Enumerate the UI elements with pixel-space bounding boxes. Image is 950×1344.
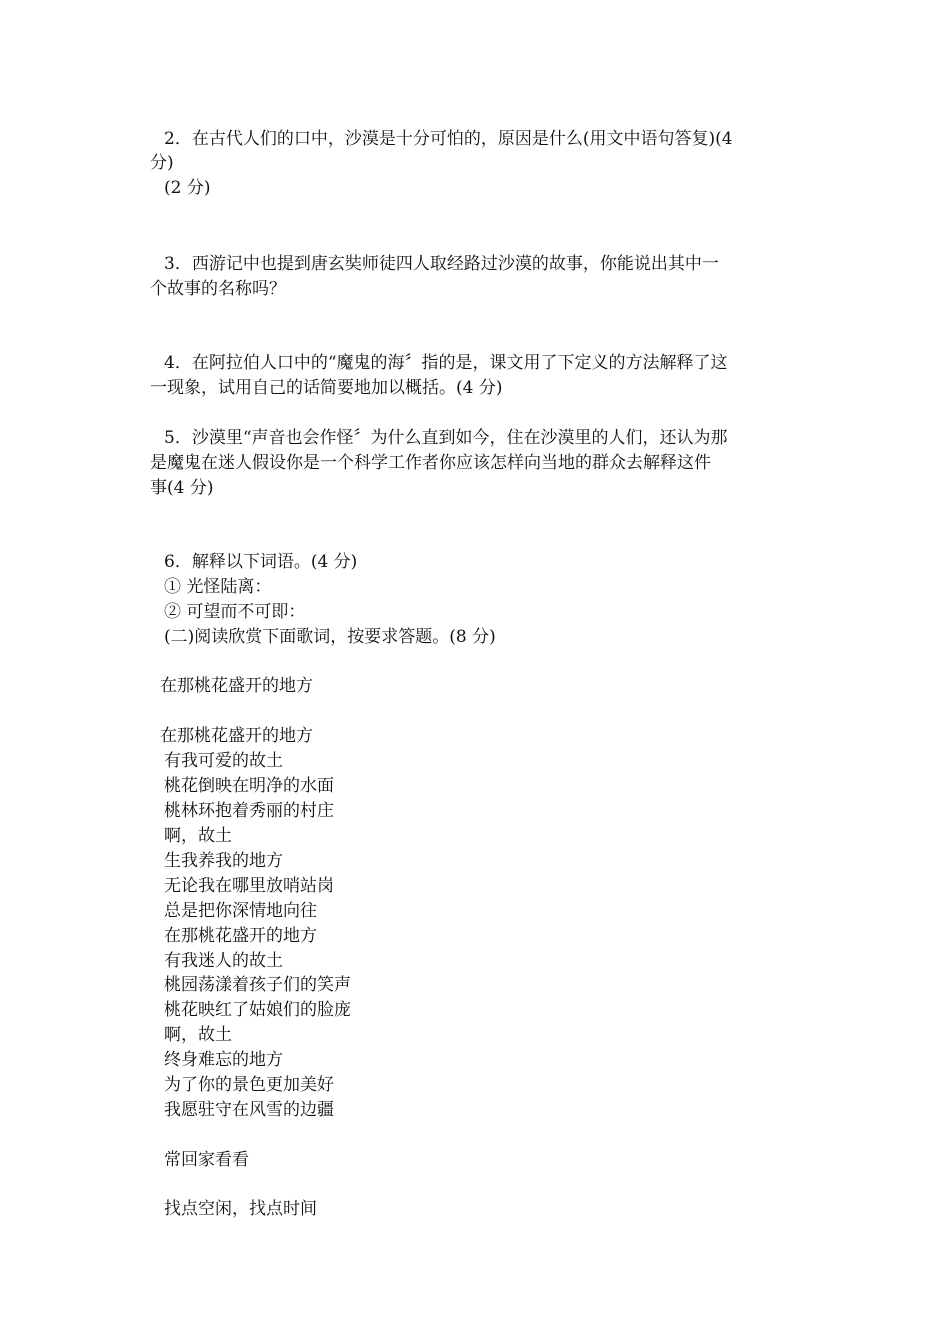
question-2-line-2: 分) xyxy=(150,153,174,173)
question-2-line-3: (2 分) xyxy=(164,178,211,198)
section-heading: (二)阅读欣赏下面歌词，按要求答题。(8 分) xyxy=(164,627,496,647)
question-6-item-2: ② 可望而不可即： xyxy=(164,602,306,622)
lyric-line: 我愿驻守在风雪的边疆 xyxy=(164,1100,334,1120)
question-6-item-1: ① 光怪陆离： xyxy=(164,577,272,597)
next-song-first-line: 找点空闲，找点时间 xyxy=(164,1199,317,1219)
question-5-line-1: 5．沙漠里“声音也会作怪〞为什么直到如今，住在沙漠里的人们，还认为那 xyxy=(164,428,728,448)
lyric-line: 桃花映红了姑娘们的脸庞 xyxy=(164,1000,351,1020)
next-song-title: 常回家看看 xyxy=(164,1150,249,1170)
lyric-line: 为了你的景色更加美好 xyxy=(164,1075,334,1095)
question-3-line-1: 3．西游记中也提到唐玄奘师徒四人取经路过沙漠的故事，你能说出其中一 xyxy=(164,254,719,274)
lyric-line: 桃园荡漾着孩子们的笑声 xyxy=(164,975,351,995)
lyric-line: 生我养我的地方 xyxy=(164,851,283,871)
question-4-line-2: 一现象，试用自己的话简要地加以概括。(4 分) xyxy=(150,378,503,398)
question-3-line-2: 个故事的名称吗？ xyxy=(150,279,286,299)
lyric-line: 无论我在哪里放哨站岗 xyxy=(164,876,334,896)
lyric-line: 在那桃花盛开的地方 xyxy=(164,926,317,946)
question-5-line-2: 是魔鬼在迷人假设你是一个科学工作者你应该怎样向当地的群众去解释这件 xyxy=(150,453,711,473)
lyric-line: 有我可爱的故土 xyxy=(164,751,283,771)
lyric-line: 在那桃花盛开的地方 xyxy=(160,726,313,746)
lyric-line: 啊，故土 xyxy=(164,826,232,846)
question-4-line-1: 4．在阿拉伯人口中的“魔鬼的海〞指的是，课文用了下定义的方法解释了这 xyxy=(164,353,728,373)
question-5-line-3: 事(4 分) xyxy=(150,478,214,498)
lyric-line: 终身难忘的地方 xyxy=(164,1050,283,1070)
lyric-line: 有我迷人的故土 xyxy=(164,951,283,971)
lyric-line: 桃林环抱着秀丽的村庄 xyxy=(164,801,334,821)
lyric-line: 啊，故土 xyxy=(164,1025,232,1045)
question-2-line-1: 2．在古代人们的口中，沙漠是十分可怕的，原因是什么(用文中语句答复)(4 xyxy=(164,129,733,149)
lyric-line: 总是把你深情地向往 xyxy=(164,901,317,921)
question-6-line-1: 6．解释以下词语。(4 分) xyxy=(164,552,358,572)
lyric-line: 桃花倒映在明净的水面 xyxy=(164,776,334,796)
song-title: 在那桃花盛开的地方 xyxy=(160,676,313,696)
